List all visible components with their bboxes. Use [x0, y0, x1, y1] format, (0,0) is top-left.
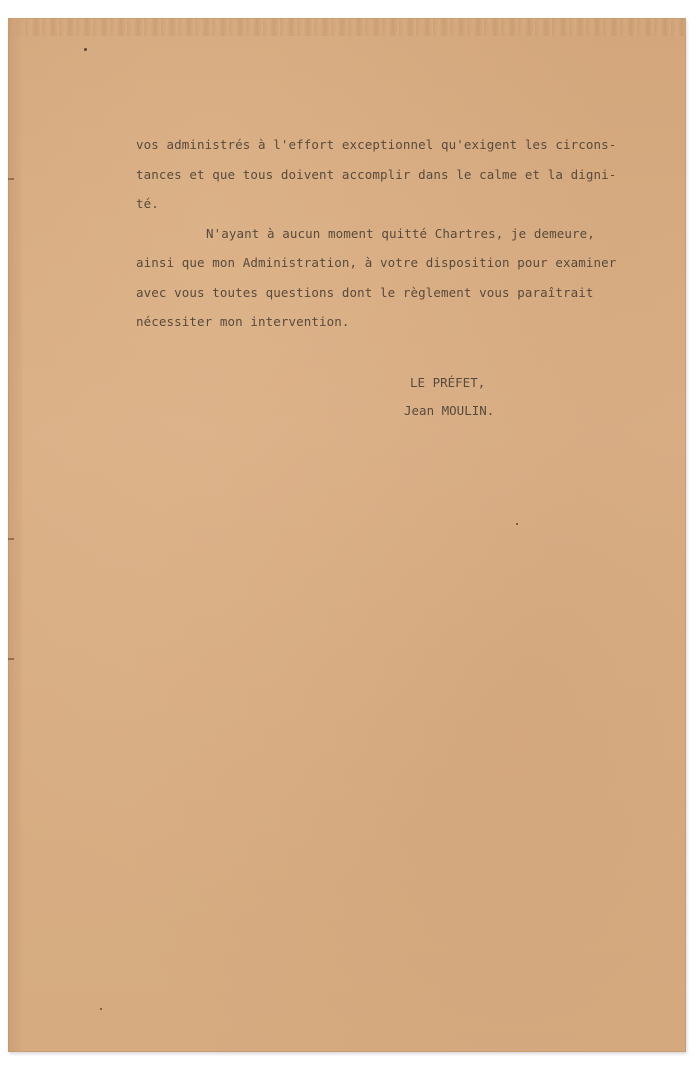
- document-sheet: [8, 18, 686, 1052]
- text-line: avec vous toutes questions dont le règlement vous paraîtrait: [136, 284, 594, 300]
- text-line: tances et que tous doivent accomplir dans le calme et la digni-: [136, 166, 617, 182]
- text-line: nécessiter mon intervention.: [136, 314, 350, 329]
- paragraph-start-line: N'ayant à aucun moment quitté Chartres, je demeure,: [206, 225, 595, 241]
- torn-top-edge: [8, 18, 686, 36]
- signatory-title: LE PRÉFET,: [410, 375, 486, 390]
- edge-mark: [8, 658, 14, 660]
- edge-mark: [8, 178, 14, 180]
- ink-speck: [84, 48, 87, 51]
- ink-speck: [100, 1008, 102, 1010]
- ink-speck: [516, 523, 518, 525]
- text-line: vos administrés à l'effort exceptionnel qu'exigent les circons-: [136, 137, 617, 152]
- letter-body: [136, 130, 676, 337]
- edge-mark: [8, 538, 14, 540]
- signatory-name: Jean MOULIN.: [404, 403, 495, 418]
- text-line: té.: [136, 196, 159, 211]
- paper-left-edge: [8, 18, 22, 1052]
- text-line: ainsi que mon Administration, à votre disposition pour examiner: [136, 255, 617, 270]
- signature-block: [404, 369, 494, 425]
